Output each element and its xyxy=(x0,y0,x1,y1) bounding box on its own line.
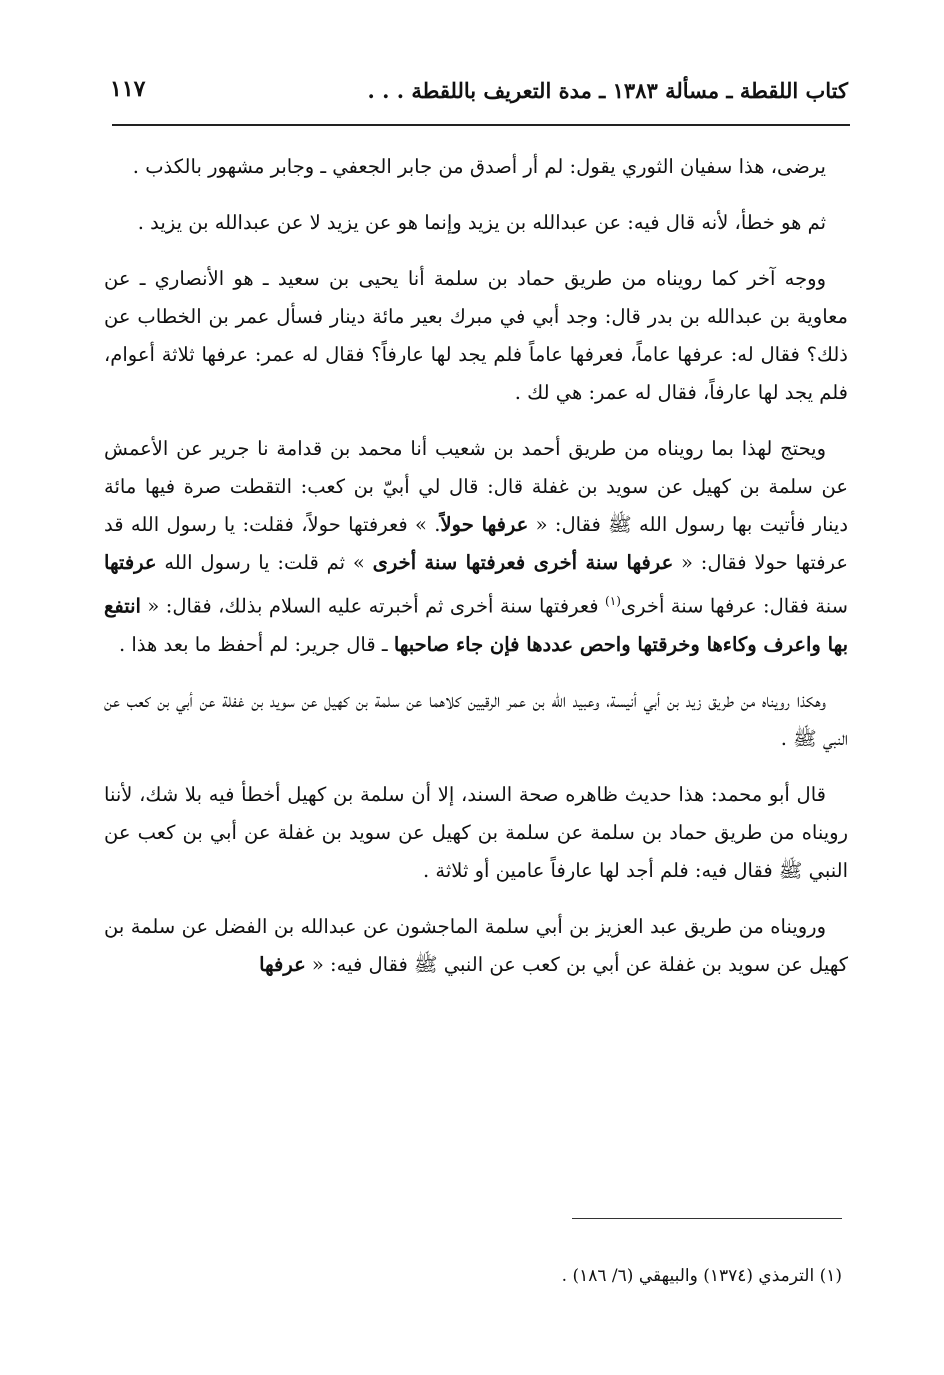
text-segment: وهكذا رويناه من طريق زيد بن أبي أنيسة، وعبيد الله بن عمر الرقيين كلاهما عن سلمة بن كهيل عن سويد بن غفلة عن أبي بن كعب عن النبي ﷺ . xyxy=(104,688,848,750)
hadith-quote: عرفها xyxy=(259,952,306,976)
text-segment: قال أبو محمد: هذا حديث ظاهره صحة السند، إلا أن سلمة بن كهيل أخطأ فيه بلا شك، لأننا رويناه من طريق حماد بن سلمة عن سلمة بن كهيل عن سويد بن غفلة عن أبي بن كعب عن النبي ﷺ فقال فيه: فلم أجد لها عارفاً عامين أو ثلاثة . xyxy=(104,782,848,882)
footnote-rule xyxy=(572,1218,842,1219)
paragraph xyxy=(104,682,848,758)
running-title: كتاب اللقطة ـ مسألة ١٣٨٣ ـ مدة التعريف باللقطة . . . xyxy=(367,78,848,103)
hadith-quote: انتفع بها واعرف وكاءها وخرقتها واحص عددها فإن جاء صاحبها xyxy=(104,594,848,656)
footnote: (١) الترمذي (١٣٧٤) والبيهقي (٦/ ١٨٦) . xyxy=(561,1266,842,1286)
page-number: ١١٧ xyxy=(110,76,146,102)
body-text xyxy=(104,148,848,1002)
text-segment: ثم هو خطأ، لأنه قال فيه: عن عبدالله بن يزيد وإنما هو عن يزيد لا عن عبدالله بن يزيد . xyxy=(137,211,826,234)
text-segment: يرضى، هذا سفيان الثوري يقول: لم أر أصدق من جابر الجعفي ـ وجابر مشهور بالكذب . xyxy=(132,155,826,178)
footnote-marker: (١) xyxy=(605,594,621,608)
paragraph xyxy=(104,430,848,664)
text-segment: ـ قال جرير: لم أحفظ ما بعد هذا . xyxy=(118,632,394,656)
paragraph xyxy=(104,148,848,186)
text-segment: » ثم قلت: يا رسول الله xyxy=(156,551,373,574)
paragraph xyxy=(104,204,848,242)
paragraph xyxy=(104,776,848,890)
text-segment: سنة فقال: عرفها سنة أخرى xyxy=(620,594,848,618)
text-segment: ويحتج لهذا بما رويناه من طريق أحمد بن شعيب أنا محمد بن قدامة نا جرير عن الأعمش عن سلمة بن كهيل عن سويد بن غفلة قال: قال لي أبيّ بن كعب: التقطت صرة فيها مائة دينار فأتيت بها رسول الله ﷺ فقال: « xyxy=(104,437,849,536)
text-segment: ورويناه من طريق عبد العزيز بن أبي سلمة الماجشون عن عبدالله بن الفضل عن سلمة بن كهيل عن سويد بن غفلة عن أبي بن كعب عن النبي ﷺ فقال فيه: « xyxy=(104,914,848,976)
paragraph xyxy=(104,260,848,412)
header-rule xyxy=(112,124,850,126)
hadith-quote: عرفتها xyxy=(104,551,157,574)
paragraph xyxy=(104,908,848,984)
hadith-quote: عرفها سنة أخرى فعرفتها سنة أخرى xyxy=(372,551,674,574)
text-segment: ووجه آخر كما رويناه من طريق حماد بن سلمة أنا يحيى بن سعيد ـ هو الأنصاري ـ عن معاوية بن عبدالله بن بدر قال: وجد أبي في مبرك بعير مائة دينار فسأل عمر بن الخطاب عن ذلك؟ فقال له: عرفها عاماً، فعرفها عاماً فلم يجد لها عارفاً؟ فقال له عمر: عرفها ثلاثة أعوام، فلم يجد لها عارفاً، فقال له عمر: هي لك . xyxy=(104,267,848,404)
hadith-quote: عرفها حولاً xyxy=(440,513,529,536)
text-segment: فعرفتها سنة أخرى ثم أخبرته عليه السلام بذلك، فقال: « xyxy=(140,594,606,618)
text-segment: . » فعرفتها حولاً، فقلت: يا رسول الله قد عرفتها حولا فقال: « xyxy=(104,513,849,574)
